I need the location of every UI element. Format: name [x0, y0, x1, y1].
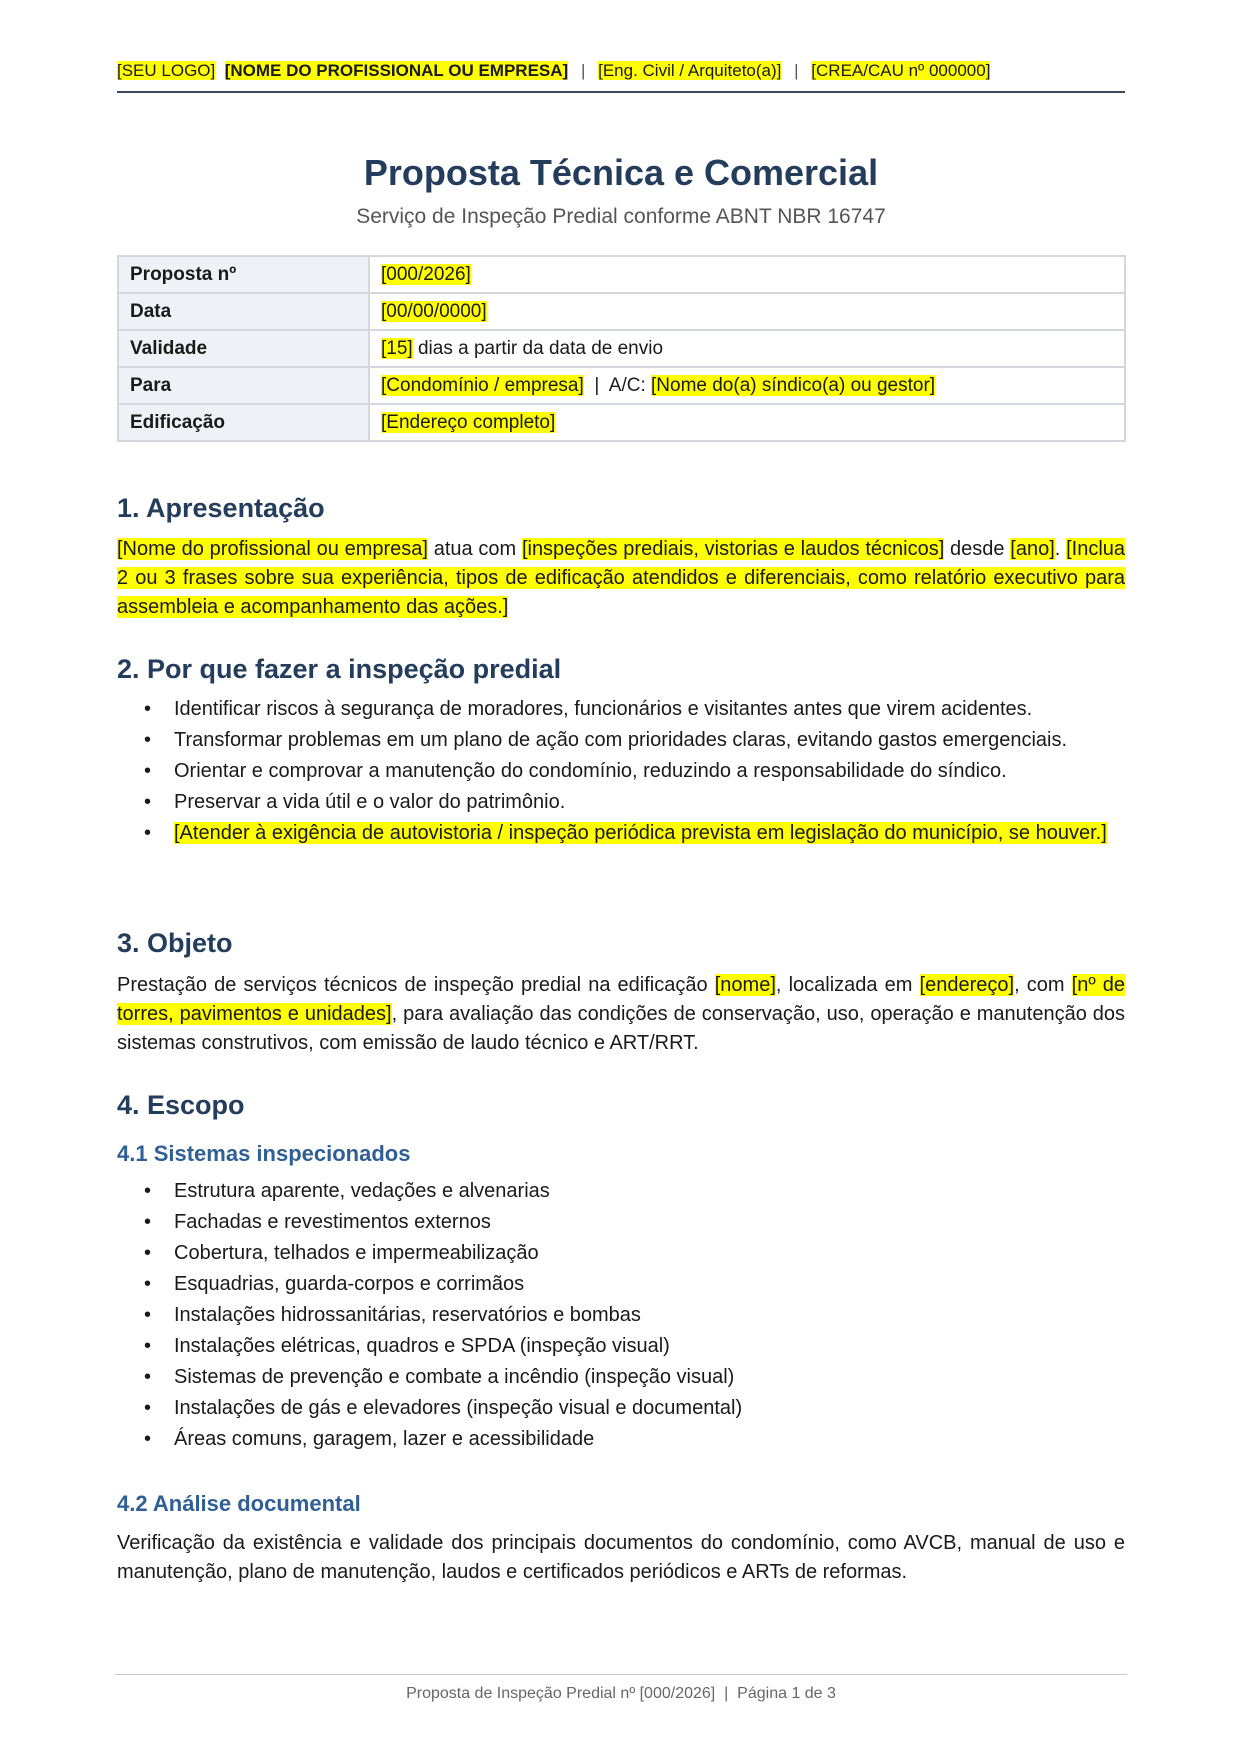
recipient-label: Para [118, 367, 369, 404]
table-row [118, 367, 1125, 404]
list-item: • Preservar a vida útil e o valor do patrimônio. [117, 790, 1125, 815]
company-name: [NOME DO PROFISSIONAL OU EMPRESA] [224, 61, 569, 80]
date-cell [369, 293, 1125, 330]
text-run: desde [944, 538, 1011, 560]
building-label: Edificação [118, 404, 369, 441]
recipient-cell [369, 367, 1125, 404]
date-value: [00/00/0000] [381, 300, 487, 322]
placeholder-experience: [Inclua 2 ou 3 frases sobre sua experiência, tipos de edificação atendidos e diferenciais, como relatório executivo para assembleia e acompanhamento das ações.] [117, 538, 1126, 618]
placeholder-legislation: [Atender à exigência de autovistoria / inspeção periódica prevista em legislação do município, se houver.] [174, 822, 1107, 844]
list-item: • Instalações elétricas, quadros e SPDA (inspeção visual) [117, 1334, 1125, 1359]
section-heading-why: 2. Por que fazer a inspeção predial [117, 654, 562, 684]
header-separator: | [794, 61, 799, 80]
object-paragraph [117, 971, 1125, 1058]
presentation-paragraph [117, 535, 1125, 622]
placeholder-building-name: [nome] [714, 974, 776, 996]
section-heading-object: 3. Objeto [117, 928, 233, 958]
list-item: • Identificar riscos à segurança de moradores, funcionários e visitantes antes que virem acidentes. [117, 697, 1125, 722]
list-item: • Orientar e comprovar a manutenção do condomínio, reduzindo a responsabilidade do síndico. [117, 759, 1125, 784]
proposal-number-cell [369, 256, 1125, 293]
header-divider [117, 91, 1125, 93]
list-item: • Estrutura aparente, vedações e alvenarias [117, 1179, 1125, 1204]
text-run: atua com [427, 538, 522, 560]
list-item: • Fachadas e revestimentos externos [117, 1210, 1125, 1235]
text-run: , localizada em [775, 974, 920, 996]
list-item: • Transformar problemas em um plano de ação com prioridades claras, evitando gastos emergenciais. [117, 728, 1125, 753]
subsection-heading-documents: 4.2 Análise documental [117, 1491, 361, 1516]
attention-value: [Nome do(a) síndico(a) ou gestor] [651, 374, 936, 396]
date-label: Data [118, 293, 369, 330]
placeholder-name: [Nome do profissional ou empresa] [117, 538, 428, 560]
document-title: Proposta Técnica e Comercial [363, 152, 879, 193]
table-row [118, 404, 1125, 441]
section-heading-scope: 4. Escopo [117, 1090, 245, 1120]
list-item: • Áreas comuns, garagem, lazer e acessibilidade [117, 1427, 1125, 1452]
logo-placeholder: [SEU LOGO] [117, 61, 216, 80]
page-footer: Proposta de Inspeção Predial nº [000/2026] | Página 1 de 3 [406, 1685, 836, 1702]
table-row [118, 256, 1125, 293]
table-row [118, 293, 1125, 330]
section-heading-presentation: 1. Apresentação [117, 493, 325, 523]
placeholder-services: [inspeções prediais, vistorias e laudos técnicos] [521, 538, 945, 560]
registry-number: [CREA/CAU nº 000000] [811, 61, 991, 80]
proposal-number-value: [000/2026] [381, 263, 471, 285]
list-item: • Cobertura, telhados e impermeabilização [117, 1241, 1125, 1266]
placeholder-address: [endereço] [919, 974, 1015, 996]
list-item: • Instalações de gás e elevadores (inspeção visual e documental) [117, 1396, 1125, 1421]
list-item: • Sistemas de prevenção e combate a incêndio (inspeção visual) [117, 1365, 1125, 1390]
proposal-info-table [117, 255, 1126, 442]
list-item: • Instalações hidrossanitárias, reservatórios e bombas [117, 1303, 1125, 1328]
text-run: Prestação de serviços técnicos de inspeção predial na edificação [117, 974, 715, 996]
table-row [118, 330, 1125, 367]
attention-prefix: | A/C: [583, 374, 651, 396]
profession: [Eng. Civil / Arquiteto(a)] [598, 61, 782, 80]
footer-divider [115, 1674, 1127, 1675]
list-item: • Esquadrias, guarda-corpos e corrimãos [117, 1272, 1125, 1297]
text-run: , para avaliação das condições de conservação, uso, operação e manutenção dos sistemas construtivos, com emissão de laudo técnico e ART/RRT. [117, 1003, 1125, 1054]
text-run: . [1054, 538, 1067, 560]
systems-list [117, 1179, 1125, 1452]
text-run: , com [1014, 974, 1072, 996]
placeholder-towers: [nº de torres, pavimentos e unidades] [117, 974, 1125, 1025]
document-analysis-paragraph: Verificação da existência e validade dos principais documentos do condomínio, como AVCB, manual de uso e manutenção, plano de manutenção, laudos e certificados periódicos e ARTs de reformas. [117, 1532, 1125, 1583]
document-subtitle: Serviço de Inspeção Predial conforme ABNT NBR 16747 [356, 205, 886, 228]
validity-days: [15] [381, 337, 413, 359]
building-cell [369, 404, 1125, 441]
validity-suffix: dias a partir da data de envio [412, 337, 664, 359]
list-item [117, 821, 1125, 846]
recipient-value: [Condomínio / empresa] [381, 374, 584, 396]
letterhead [117, 61, 1125, 81]
why-list [117, 697, 1125, 846]
validity-label: Validade [118, 330, 369, 367]
placeholder-year: [ano] [1010, 538, 1055, 560]
building-value: [Endereço completo] [381, 411, 556, 433]
validity-cell [369, 330, 1125, 367]
header-separator: | [580, 61, 586, 80]
subsection-heading-systems: 4.1 Sistemas inspecionados [117, 1141, 411, 1166]
proposal-number-label: Proposta nº [118, 256, 369, 293]
